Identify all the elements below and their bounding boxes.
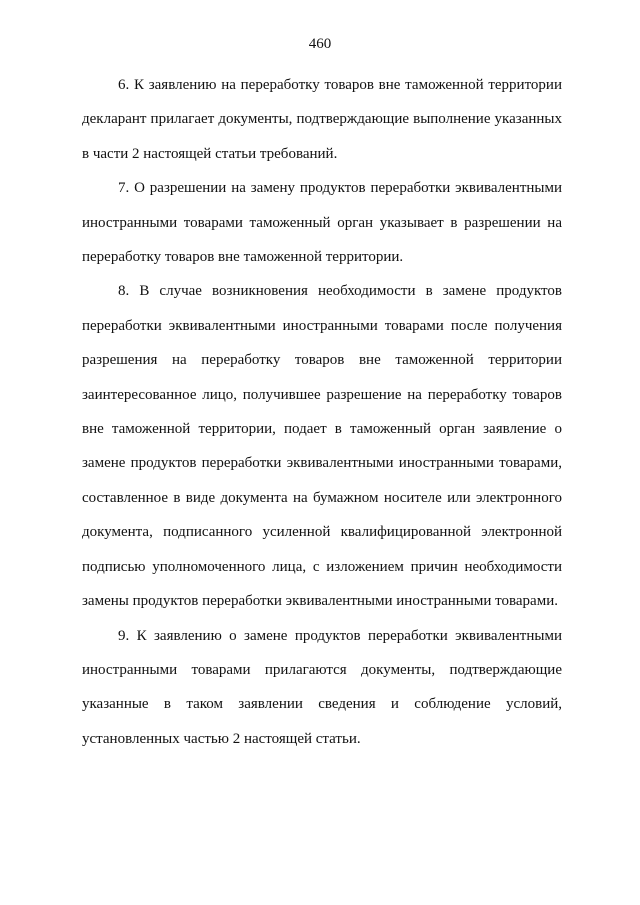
paragraph-7: 7. О разрешении на замену продуктов переработки эквивалентными иностранными товарами таможенный орган указывает в разрешении на переработку товаров вне таможенной территории.: [82, 180, 562, 266]
paragraph-9: 9. К заявлению о замене продуктов переработки эквивалентными иностранными товарами прилагаются документы, подтверждающие указанные в таком заявлении сведения и соблюдение условий, установленных частью 2 настоящей статьи.: [82, 627, 562, 747]
paragraph-8: 8. В случае возникновения необходимости в замене продуктов переработки эквивалентными иностранными товарами после получения разрешения на переработку товаров вне таможенной территории заинтересованное лицо, получившее разрешение на переработку товаров вне таможенной территории, подает в таможенный орган заявление о замене продуктов переработки эквивалентными иностранными товарами, составленное в виде документа на бумажном носителе или электронного документа, подписанного усиленной квалифицированной электронной подписью уполномоченного лица, с изложением причин необходимости замены продуктов переработки эквивалентными иностранными товарами.: [82, 283, 562, 610]
page-number: 460: [308, 36, 332, 52]
document-body: [82, 68, 562, 756]
paragraph-6: 6. К заявлению на переработку товаров вне таможенной территории декларант прилагает документы, подтверждающие выполнение указанных в части 2 настоящей статьи требований.: [82, 77, 562, 162]
